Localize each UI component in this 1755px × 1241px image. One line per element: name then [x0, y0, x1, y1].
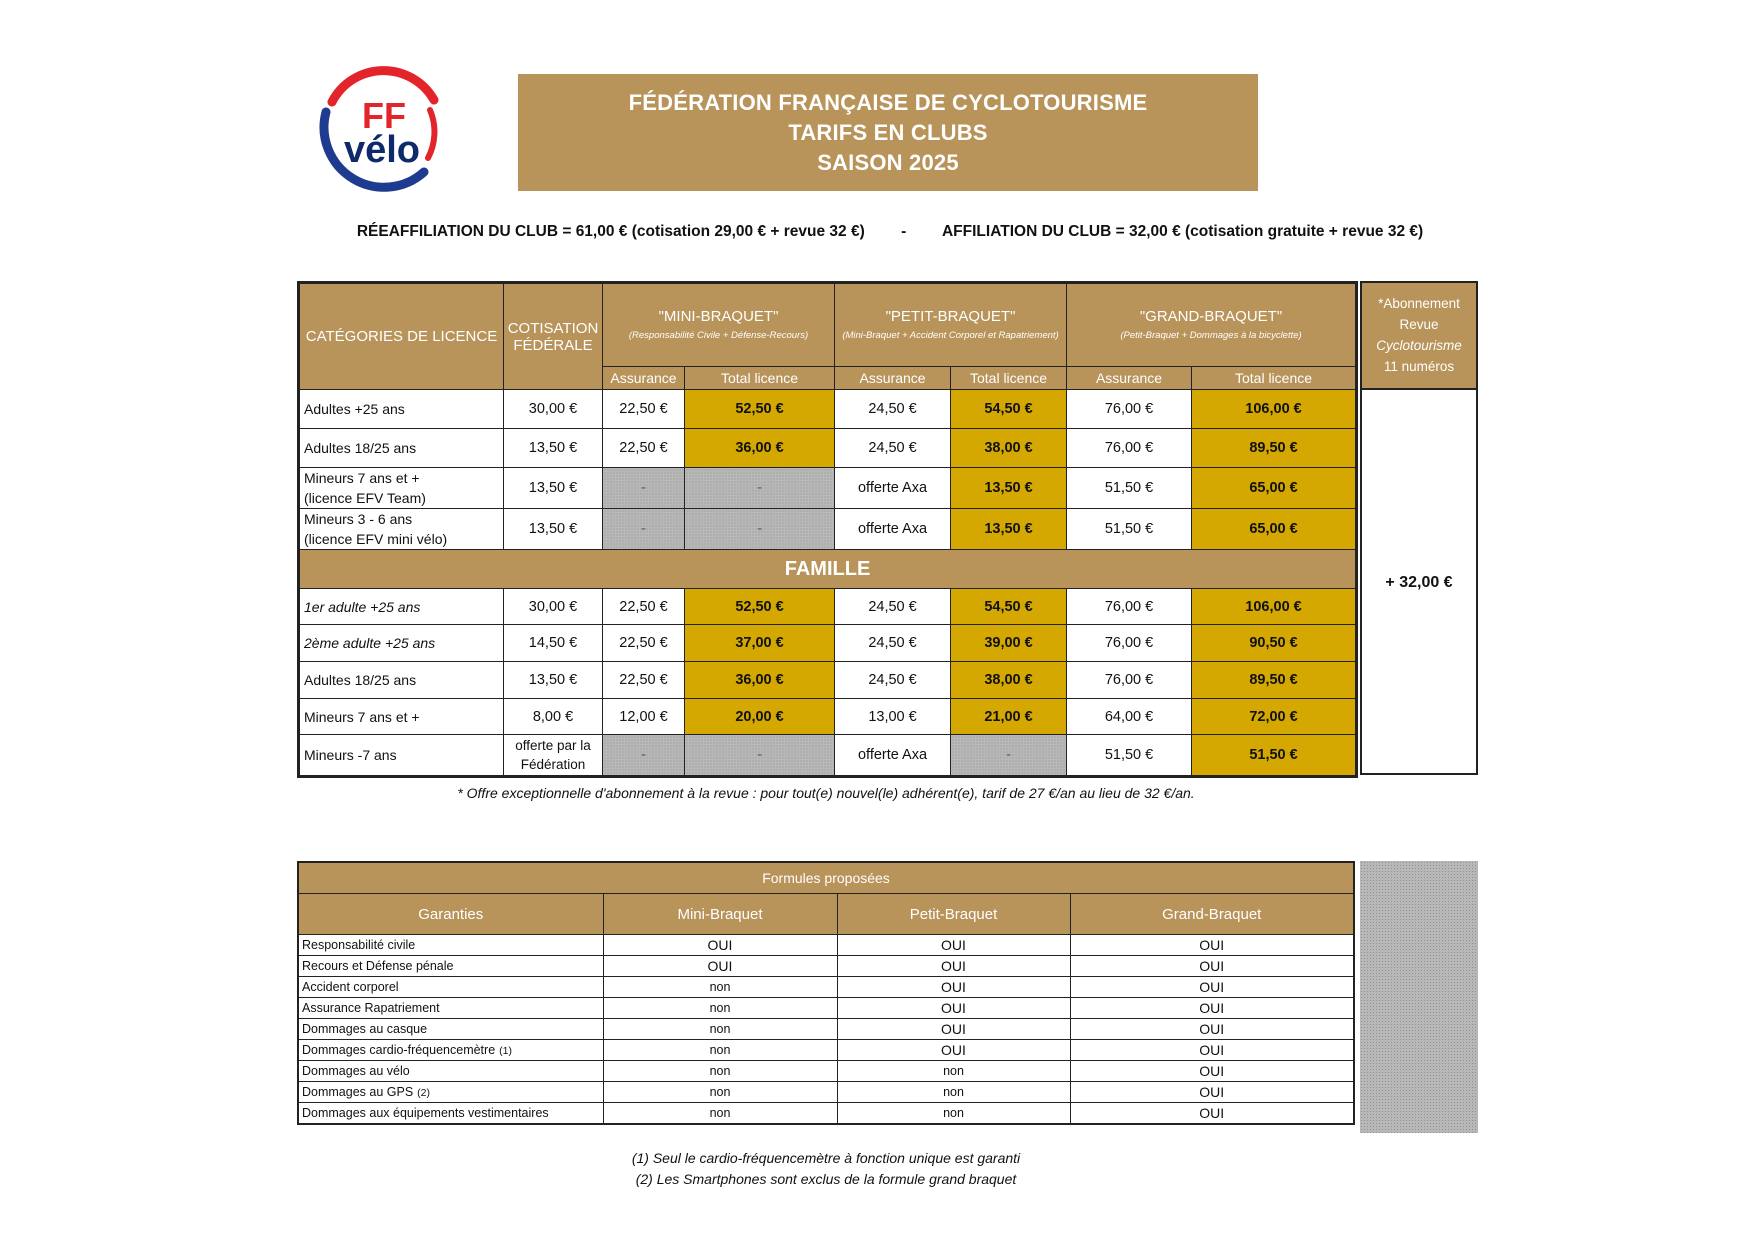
grand-assurance-cell: 51,50 € — [1067, 735, 1192, 777]
garantie-label — [298, 977, 603, 998]
table-row — [298, 998, 1354, 1019]
abonnement-header — [1362, 283, 1476, 390]
mini-braquet-value: non — [603, 1103, 837, 1125]
footnote-2: (2) Les Smartphones sont exclus de la formule grand braquet — [635, 1171, 1017, 1187]
mini-assurance-cell: - — [603, 509, 685, 550]
table-row — [298, 1061, 1354, 1082]
grand-total-cell: 106,00 € — [1192, 390, 1357, 429]
grand-total-cell: 89,50 € — [1192, 429, 1357, 468]
petit-total-cell: 39,00 € — [951, 625, 1067, 662]
table-row — [299, 509, 1357, 550]
petit-braquet-title: "PETIT-BRAQUET" — [885, 308, 1016, 325]
row-label-line1: Mineurs 3 - 6 ans — [304, 511, 413, 527]
petit-braquet-value: OUI — [837, 956, 1070, 977]
row-label-line1: Mineurs 7 ans et + — [304, 470, 420, 486]
table-row — [299, 468, 1357, 509]
header-petit-total: Total licence — [951, 367, 1067, 390]
famille-label: FAMILLE — [299, 550, 1357, 589]
mini-assurance-cell: 22,50 € — [603, 390, 685, 429]
petit-assurance-cell: offerte Axa — [835, 735, 951, 777]
abonnement-line4: 11 numéros — [1383, 359, 1455, 374]
abonnement-line3: Cyclotourisme — [1376, 338, 1462, 353]
petit-assurance-cell: 24,50 € — [835, 625, 951, 662]
grand-braquet-value: OUI — [1070, 977, 1354, 998]
table-row — [299, 735, 1357, 777]
grand-assurance-cell: 64,00 € — [1067, 699, 1192, 735]
header-petit-braquet-formule: Petit-Braquet — [837, 894, 1070, 935]
table-row — [298, 1082, 1354, 1103]
mini-braquet-value: OUI — [603, 935, 837, 956]
garantie-label — [298, 956, 603, 977]
grand-braquet-value: OUI — [1070, 1061, 1354, 1082]
grand-braquet-value: OUI — [1070, 1082, 1354, 1103]
mini-assurance-cell: - — [603, 735, 685, 777]
row-label: Mineurs 7 ans et + — [299, 699, 504, 735]
logo-text-top: FF — [362, 95, 406, 136]
mini-braquet-value: non — [603, 1061, 837, 1082]
petit-braquet-value: non — [837, 1103, 1070, 1125]
abonnement-column — [1360, 281, 1478, 775]
mini-total-cell: 36,00 € — [685, 429, 835, 468]
grand-total-cell: 106,00 € — [1192, 589, 1357, 625]
grand-assurance-cell: 76,00 € — [1067, 589, 1192, 625]
garantie-label-text: Dommages cardio-fréquencemètre — [302, 1043, 496, 1057]
petit-total-cell: 38,00 € — [951, 429, 1067, 468]
mini-assurance-cell: 22,50 € — [603, 429, 685, 468]
title-banner — [518, 74, 1258, 191]
mini-assurance-cell: 22,50 € — [603, 662, 685, 699]
grand-total-cell: 89,50 € — [1192, 662, 1357, 699]
mini-total-cell: 52,50 € — [685, 589, 835, 625]
garantie-label-text: Dommages au GPS — [302, 1085, 414, 1099]
grand-total-cell: 90,50 € — [1192, 625, 1357, 662]
garantie-label — [298, 935, 603, 956]
header-grand-braquet — [1067, 283, 1357, 367]
petit-braquet-value: OUI — [837, 1040, 1070, 1061]
petit-assurance-cell: 24,50 € — [835, 589, 951, 625]
petit-assurance-cell: offerte Axa — [835, 468, 951, 509]
mini-total-cell: 37,00 € — [685, 625, 835, 662]
cotisation-cell: 30,00 € — [504, 589, 603, 625]
header-mini-total: Total licence — [685, 367, 835, 390]
garantie-label-text: Recours et Défense pénale — [302, 959, 454, 973]
cotisation-cell: 14,50 € — [504, 625, 603, 662]
garantie-label-text: Responsabilité civile — [302, 938, 416, 952]
abonnement-value: + 32,00 € — [1385, 573, 1453, 591]
table-row — [299, 429, 1357, 468]
petit-total-cell: 13,50 € — [951, 468, 1067, 509]
table-row — [299, 390, 1357, 429]
grand-assurance-cell: 76,00 € — [1067, 429, 1192, 468]
grand-braquet-value: OUI — [1070, 1040, 1354, 1061]
table-row — [298, 1040, 1354, 1061]
table-row — [299, 662, 1357, 699]
mini-assurance-cell: 22,50 € — [603, 625, 685, 662]
cotisation-line2: Fédération — [520, 757, 586, 772]
mini-assurance-cell: 22,50 € — [603, 589, 685, 625]
petit-assurance-cell: offerte Axa — [835, 509, 951, 550]
header-categories: CATÉGORIES DE LICENCE — [299, 283, 504, 390]
grand-total-cell: 51,50 € — [1192, 735, 1357, 777]
header-grand-assurance: Assurance — [1067, 367, 1192, 390]
logo-text-bottom: vélo — [343, 129, 421, 171]
table-row — [298, 1019, 1354, 1040]
formules-grey-block — [1360, 861, 1478, 1133]
affiliation-separator: - — [901, 223, 907, 240]
mini-total-cell: - — [685, 468, 835, 509]
petit-braquet-subtitle: (Mini-Braquet + Accident Corporel et Rapatriement) — [842, 330, 1059, 341]
header-mini-braquet-formule: Mini-Braquet — [603, 894, 837, 935]
table-row — [298, 956, 1354, 977]
grand-braquet-value: OUI — [1070, 1103, 1354, 1125]
row-label-line2: (licence EFV Team) — [304, 490, 426, 506]
formules-body — [298, 935, 1354, 1125]
garantie-label-text: Dommages au vélo — [302, 1064, 410, 1078]
cotisation-cell: 8,00 € — [504, 699, 603, 735]
grand-braquet-subtitle: (Petit-Braquet + Dommages à la bicyclette) — [1120, 330, 1302, 341]
petit-braquet-value: OUI — [837, 998, 1070, 1019]
table-row — [298, 935, 1354, 956]
petit-braquet-value: OUI — [837, 977, 1070, 998]
grand-assurance-cell: 76,00 € — [1067, 662, 1192, 699]
grand-braquet-value: OUI — [1070, 956, 1354, 977]
header-grand-braquet-formule: Grand-Braquet — [1070, 894, 1354, 935]
title-line-3: SAISON 2025 — [817, 149, 959, 175]
header-mini-assurance: Assurance — [603, 367, 685, 390]
header-grand-total: Total licence — [1192, 367, 1357, 390]
petit-assurance-cell: 24,50 € — [835, 662, 951, 699]
grand-assurance-cell: 51,50 € — [1067, 468, 1192, 509]
grand-braquet-value: OUI — [1070, 935, 1354, 956]
mini-total-cell: 36,00 € — [685, 662, 835, 699]
grand-assurance-cell: 51,50 € — [1067, 509, 1192, 550]
header-mini-braquet — [603, 283, 835, 367]
abonnement-line2: Revue — [1399, 317, 1439, 332]
famille-row — [299, 550, 1357, 589]
petit-assurance-cell: 24,50 € — [835, 429, 951, 468]
table-row — [298, 977, 1354, 998]
grand-braquet-value: OUI — [1070, 1019, 1354, 1040]
grand-assurance-cell: 76,00 € — [1067, 625, 1192, 662]
garantie-note: (1) — [499, 1045, 512, 1057]
petit-total-cell: 13,50 € — [951, 509, 1067, 550]
grand-total-cell: 65,00 € — [1192, 468, 1357, 509]
cotisation-cell: 13,50 € — [504, 509, 603, 550]
row-label: Mineurs -7 ans — [299, 735, 504, 777]
mini-assurance-cell: - — [603, 468, 685, 509]
garantie-label — [298, 1061, 603, 1082]
garantie-note: (2) — [417, 1087, 431, 1099]
header-cotisation: COTISATION FÉDÉRALE — [504, 283, 603, 390]
petit-total-cell: 38,00 € — [951, 662, 1067, 699]
header-petit-braquet — [835, 283, 1067, 367]
cotisation-cell: 13,50 € — [504, 468, 603, 509]
cotisation-cell: 13,50 € — [504, 662, 603, 699]
table-row — [299, 589, 1357, 625]
grand-braquet-title: "GRAND-BRAQUET" — [1139, 308, 1283, 325]
table-row — [298, 1103, 1354, 1125]
petit-total-cell: - — [951, 735, 1067, 777]
header-garanties: Garanties — [298, 894, 603, 935]
mini-total-cell: 52,50 € — [685, 390, 835, 429]
cotisation-cell: 30,00 € — [504, 390, 603, 429]
garantie-label-text: Assurance Rapatriement — [302, 1001, 440, 1015]
garantie-label-text: Accident corporel — [302, 980, 399, 994]
ffvelo-logo-icon — [312, 66, 446, 194]
petit-braquet-value: non — [837, 1061, 1070, 1082]
garantie-label — [298, 1103, 603, 1125]
title-line-2: TARIFS EN CLUBS — [788, 119, 988, 145]
row-label: Adultes 18/25 ans — [299, 662, 504, 699]
row-label: 1er adulte +25 ans — [299, 589, 504, 625]
petit-assurance-cell: 24,50 € — [835, 390, 951, 429]
petit-braquet-value: OUI — [837, 935, 1070, 956]
grand-braquet-value: OUI — [1070, 998, 1354, 1019]
affiliation-line — [300, 223, 1480, 241]
footnote-1: (1) Seul le cardio-fréquencemètre à fonction unique est garanti — [631, 1150, 1021, 1166]
petit-total-cell: 54,50 € — [951, 390, 1067, 429]
row-label — [299, 468, 504, 509]
grand-total-cell: 72,00 € — [1192, 699, 1357, 735]
cotisation-cell: 13,50 € — [504, 429, 603, 468]
garantie-label-text: Dommages au casque — [302, 1022, 428, 1036]
formules-table — [297, 861, 1355, 1125]
garantie-label — [298, 1040, 603, 1061]
mini-total-cell: 20,00 € — [685, 699, 835, 735]
petit-assurance-cell: 13,00 € — [835, 699, 951, 735]
mini-braquet-value: non — [603, 1082, 837, 1103]
mini-braquet-value: non — [603, 998, 837, 1019]
petit-total-cell: 54,50 € — [951, 589, 1067, 625]
petit-total-cell: 21,00 € — [951, 699, 1067, 735]
garantie-label-text: Dommages aux équipements vestimentaires — [302, 1106, 549, 1120]
petit-braquet-value: non — [837, 1082, 1070, 1103]
mini-assurance-cell: 12,00 € — [603, 699, 685, 735]
petit-braquet-value: OUI — [837, 1019, 1070, 1040]
tarifs-table — [297, 281, 1358, 778]
affiliation-text: AFFILIATION DU CLUB = 32,00 € (cotisation gratuite + revue 32 €) — [941, 223, 1424, 240]
grand-assurance-cell: 76,00 € — [1067, 390, 1192, 429]
formules-title: Formules proposées — [298, 862, 1354, 894]
table-row — [299, 625, 1357, 662]
offre-note: * Offre exceptionnelle d'abonnement à la revue : pour tout(e) nouvel(le) adhérent(e), tarif de 27 €/an au lieu de 32 €/an. — [457, 785, 1195, 801]
mini-braquet-subtitle: (Responsabilité Civile + Défense-Recours) — [628, 330, 809, 341]
header-petit-assurance: Assurance — [835, 367, 951, 390]
cotisation-line1: offerte par la — [515, 738, 591, 753]
mini-braquet-value: OUI — [603, 956, 837, 977]
row-label: Adultes +25 ans — [299, 390, 504, 429]
row-label: Adultes 18/25 ans — [299, 429, 504, 468]
mini-braquet-value: non — [603, 1019, 837, 1040]
mini-braquet-value: non — [603, 1040, 837, 1061]
ffvelo-logo — [312, 66, 446, 194]
abonnement-line1: *Abonnement — [1378, 296, 1460, 311]
mini-braquet-value: non — [603, 977, 837, 998]
garantie-label — [298, 998, 603, 1019]
row-label-line2: (licence EFV mini vélo) — [304, 531, 448, 547]
footnotes — [297, 1148, 1355, 1190]
row-label: 2ème adulte +25 ans — [299, 625, 504, 662]
mini-braquet-title: "MINI-BRAQUET" — [658, 308, 779, 325]
table-row — [299, 699, 1357, 735]
row-label — [299, 509, 504, 550]
garantie-label — [298, 1019, 603, 1040]
garantie-label — [298, 1082, 603, 1103]
cotisation-cell — [504, 735, 603, 777]
reaffiliation-text: RÉEAFFILIATION DU CLUB = 61,00 € (cotisation 29,00 € + revue 32 €) — [356, 223, 865, 240]
mini-total-cell: - — [685, 509, 835, 550]
mini-total-cell: - — [685, 735, 835, 777]
title-line-1: FÉDÉRATION FRANÇAISE DE CYCLOTOURISME — [628, 89, 1148, 115]
grand-total-cell: 65,00 € — [1192, 509, 1357, 550]
